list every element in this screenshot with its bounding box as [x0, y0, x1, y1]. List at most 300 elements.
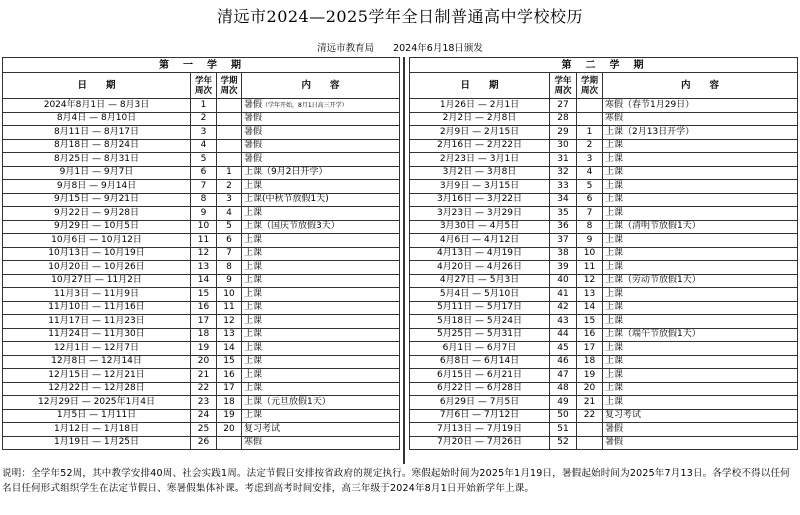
school-week-cell	[550, 301, 577, 315]
date-cell-text: 12月29日 — 2025年1月4日	[38, 396, 155, 407]
school-week-cell	[191, 382, 217, 396]
calendar-row	[410, 153, 798, 167]
content-cell	[603, 274, 798, 288]
date-cell-text: 9月8日 — 9月14日	[56, 180, 137, 191]
term-week-cell-text: 16	[583, 329, 596, 340]
date-cell	[3, 328, 191, 342]
date-cell	[410, 315, 550, 329]
term-week-cell	[577, 180, 603, 194]
term-week-cell	[217, 180, 242, 194]
content-cell-text: 暑假	[244, 126, 263, 137]
term-week-cell	[577, 301, 603, 315]
content-cell-text: 暑假	[244, 140, 263, 151]
column-divider	[403, 57, 405, 464]
content-cell	[242, 112, 400, 126]
school-week-cell-text: 8	[200, 194, 207, 205]
calendar-row	[410, 396, 798, 410]
school-week-cell	[550, 261, 577, 275]
term-week-cell	[217, 126, 242, 140]
date-cell	[410, 247, 550, 261]
date-cell	[3, 99, 191, 113]
calendar-row	[3, 382, 400, 396]
date-cell	[410, 193, 550, 207]
content-cell	[242, 126, 400, 140]
content-cell-text: 上课	[605, 369, 624, 380]
content-cell-text: 上课	[605, 315, 624, 326]
date-cell-text: 2024年8月1日 — 8月3日	[43, 99, 150, 110]
school-week-cell-text: 3	[200, 126, 207, 137]
school-week-cell	[191, 261, 217, 275]
term-week-cell-text: 22	[583, 410, 596, 421]
school-week-cell-text: 4	[200, 140, 207, 151]
content-cell	[242, 409, 400, 423]
content-cell	[603, 288, 798, 302]
calendar-row	[3, 193, 400, 207]
calendar-row	[410, 220, 798, 234]
school-week-cell	[550, 180, 577, 194]
content-cell	[242, 301, 400, 315]
school-week-cell	[191, 369, 217, 383]
calendar-row	[3, 396, 400, 410]
school-week-cell-text: 1	[200, 99, 207, 110]
date-cell	[3, 193, 191, 207]
content-cell-text: 上课（劳动节放假1天）	[605, 275, 701, 286]
calendar-row	[410, 126, 798, 140]
school-week-cell-text: 32	[557, 167, 569, 178]
term-week-cell-text: 20	[583, 383, 596, 394]
date-cell-text: 6月8日 — 6月14日	[439, 356, 520, 367]
content-cell	[242, 369, 400, 383]
content-cell	[603, 180, 798, 194]
content-cell-text: 暑假	[244, 99, 263, 110]
calendar-row	[3, 180, 400, 194]
school-week-cell	[191, 247, 217, 261]
school-week-cell	[191, 436, 217, 450]
content-cell-text: 上课（国庆节放假3天）	[244, 221, 340, 232]
school-week-cell-text: 23	[197, 396, 210, 407]
date-column-header: 日 期	[3, 73, 191, 99]
term-week-cell-text: 1	[586, 126, 593, 137]
term-week-cell-text: 3	[226, 194, 232, 205]
term-week-column-header	[217, 73, 242, 99]
term-week-cell	[577, 193, 603, 207]
school-week-cell	[191, 328, 217, 342]
term-week-cell	[217, 220, 242, 234]
date-cell-text: 6月1日 — 6月7日	[442, 342, 517, 353]
content-cell-text: 上课	[605, 248, 624, 259]
term-week-cell-text: 6	[226, 234, 232, 245]
content-cell	[242, 396, 400, 410]
term-week-cell	[577, 139, 603, 153]
school-week-cell-text: 34	[557, 194, 569, 205]
school-week-cell-text: 26	[197, 437, 210, 448]
term-week-cell	[217, 288, 242, 302]
content-cell-text: 上课	[244, 275, 263, 286]
content-cell	[603, 99, 798, 113]
date-cell	[410, 166, 550, 180]
date-cell-text: 12月8日 — 12月14日	[51, 356, 142, 367]
calendar-row	[3, 247, 400, 261]
term-week-cell-text: 5	[226, 221, 232, 232]
content-cell-text: 暑假	[244, 113, 263, 124]
content-cell	[603, 166, 798, 180]
calendar-row	[410, 261, 798, 275]
content-cell-text: 暑假	[244, 153, 263, 164]
calendar-row	[410, 207, 798, 221]
school-week-cell	[550, 207, 577, 221]
calendar-row	[410, 180, 798, 194]
term-week-cell-text: 9	[226, 275, 232, 286]
term-week-cell	[577, 112, 603, 126]
date-cell	[3, 342, 191, 356]
content-cell	[242, 274, 400, 288]
term-week-cell-text: 19	[583, 369, 596, 380]
content-cell-text: 上课	[244, 342, 263, 353]
date-cell-text: 4月6日 — 4月12日	[439, 234, 520, 245]
term-week-cell	[217, 355, 242, 369]
school-week-cell-text: 48	[557, 383, 569, 394]
date-cell	[3, 382, 191, 396]
calendar-row	[3, 328, 400, 342]
content-cell-text: 上课（清明节放假1天）	[605, 221, 701, 232]
content-cell-text: 寒假（春节1月29日）	[605, 99, 695, 110]
date-cell	[410, 436, 550, 450]
school-week-cell-text: 36	[557, 221, 569, 232]
content-cell-text: 上课	[605, 288, 624, 299]
school-week-column-header	[191, 73, 217, 99]
date-cell-text: 12月1日 — 12月7日	[53, 342, 140, 353]
date-cell-text: 10月27日 — 11月2日	[51, 275, 142, 286]
date-cell	[410, 112, 550, 126]
date-cell	[3, 315, 191, 329]
date-cell	[3, 139, 191, 153]
content-cell-text: 上课（元旦放假1天）	[244, 396, 331, 407]
term-week-cell-text: 5	[586, 180, 593, 191]
calendar-row	[410, 288, 798, 302]
date-cell	[410, 382, 550, 396]
date-cell-text: 9月1日 — 9月7日	[59, 167, 134, 178]
school-week-cell-text: 37	[557, 234, 569, 245]
content-cell	[242, 288, 400, 302]
content-cell	[242, 166, 400, 180]
school-week-cell-text: 40	[557, 275, 569, 286]
date-cell-text: 1月19日 — 1月25日	[53, 437, 140, 448]
school-week-cell-text: 11	[197, 234, 210, 245]
content-cell-text: 上课	[244, 410, 263, 421]
content-cell	[603, 369, 798, 383]
date-cell	[410, 342, 550, 356]
date-cell-text: 6月29日 — 7月5日	[439, 396, 520, 407]
date-cell-text: 11月24日 — 11月30日	[48, 329, 145, 340]
term-week-cell-text: 10	[583, 248, 596, 259]
school-week-cell-text: 46	[557, 356, 569, 367]
content-cell-text: 上课	[605, 194, 624, 205]
date-cell-text: 11月17日 — 11月23日	[48, 315, 145, 326]
school-week-cell-text: 30	[557, 140, 569, 151]
calendar-row	[410, 193, 798, 207]
calendar-row	[410, 409, 798, 423]
school-week-cell-text: 29	[557, 126, 569, 137]
date-cell	[410, 220, 550, 234]
date-cell	[410, 234, 550, 248]
content-cell	[603, 409, 798, 423]
term-week-label-line2: 周次	[580, 85, 598, 96]
term-week-cell	[577, 126, 603, 140]
term-week-cell	[577, 396, 603, 410]
date-cell	[410, 207, 550, 221]
content-cell	[603, 301, 798, 315]
content-cell	[603, 315, 798, 329]
term-week-cell	[577, 261, 603, 275]
calendar-row	[3, 274, 400, 288]
school-week-cell	[191, 193, 217, 207]
calendar-row	[410, 99, 798, 113]
date-cell-text: 6月15日 — 6月21日	[436, 369, 523, 380]
school-week-cell	[191, 99, 217, 113]
school-week-label-line2: 周次	[194, 85, 212, 96]
date-cell-text: 9月15日 — 9月21日	[53, 194, 140, 205]
calendar-row	[410, 382, 798, 396]
school-week-cell	[550, 355, 577, 369]
term-week-cell-text: 18	[583, 356, 596, 367]
content-cell	[242, 234, 400, 248]
term-week-cell	[577, 288, 603, 302]
date-cell	[410, 180, 550, 194]
term-week-cell-text: 4	[586, 167, 593, 178]
school-week-cell	[550, 369, 577, 383]
issuer-line: 清远市教育局 2024年6月18日颁发	[317, 43, 483, 54]
school-week-cell	[191, 288, 217, 302]
date-cell-text: 12月22日 — 12月28日	[48, 383, 145, 394]
school-week-label-line1: 学年	[194, 75, 212, 86]
date-cell	[410, 409, 550, 423]
term-week-cell-text: 2	[226, 180, 232, 191]
date-cell-text: 1月26日 — 2月1日	[439, 99, 520, 110]
calendar-row	[3, 342, 400, 356]
term-week-cell	[577, 369, 603, 383]
term-week-cell-text: 21	[583, 396, 596, 407]
term-week-cell	[577, 342, 603, 356]
school-week-cell	[191, 315, 217, 329]
term-week-cell-text: 2	[586, 140, 593, 151]
calendar-row	[410, 328, 798, 342]
date-cell	[3, 112, 191, 126]
term-week-cell	[217, 99, 242, 113]
content-cell-text: 暑假	[605, 423, 624, 434]
date-cell	[410, 99, 550, 113]
term-week-cell-text: 15	[223, 356, 235, 367]
content-cell-text: 上课	[605, 167, 624, 178]
content-cell	[603, 261, 798, 275]
school-week-cell	[191, 166, 217, 180]
date-cell	[410, 423, 550, 437]
content-cell	[242, 207, 400, 221]
school-week-cell-text: 5	[200, 153, 207, 164]
date-cell-text: 12月15日 — 12月21日	[48, 369, 145, 380]
term-week-cell	[217, 409, 242, 423]
second-semester-rows	[410, 99, 798, 450]
content-cell	[242, 342, 400, 356]
date-cell-text: 8月4日 — 8月10日	[56, 113, 137, 124]
content-cell	[603, 139, 798, 153]
school-week-cell-text: 9	[200, 207, 207, 218]
term-week-cell	[577, 409, 603, 423]
date-cell	[3, 220, 191, 234]
term-week-cell-text: 9	[586, 234, 593, 245]
school-week-cell-text: 18	[197, 329, 210, 340]
date-cell-text: 6月22日 — 6月28日	[436, 383, 523, 394]
school-week-cell	[191, 139, 217, 153]
term-week-cell	[577, 355, 603, 369]
term-week-cell-text: 6	[586, 194, 593, 205]
content-cell-text: 上课	[244, 369, 263, 380]
school-week-column-header	[550, 73, 577, 99]
school-week-cell	[550, 423, 577, 437]
calendar-row	[3, 234, 400, 248]
calendar-row	[3, 288, 400, 302]
calendar-row	[3, 301, 400, 315]
term-week-cell	[217, 396, 242, 410]
term-week-cell	[217, 261, 242, 275]
school-week-cell-text: 38	[557, 248, 569, 259]
date-cell-text: 2月16日 — 2月22日	[436, 140, 523, 151]
date-cell	[410, 274, 550, 288]
calendar-row	[3, 207, 400, 221]
date-cell	[3, 207, 191, 221]
school-week-cell	[191, 207, 217, 221]
term-week-cell-text: 11	[583, 261, 596, 272]
term-week-cell	[217, 153, 242, 167]
calendar-row	[410, 301, 798, 315]
term-week-cell	[577, 234, 603, 248]
school-week-cell-text: 52	[557, 437, 569, 448]
school-week-cell-text: 12	[197, 248, 210, 259]
term-week-column-header	[577, 73, 603, 99]
calendar-row	[3, 153, 400, 167]
page-title: 清远市2024—2025学年全日制普通高中学校校历	[217, 7, 583, 26]
calendar-row	[410, 139, 798, 153]
date-cell	[3, 180, 191, 194]
content-cell	[603, 423, 798, 437]
school-week-cell	[550, 153, 577, 167]
content-cell	[242, 247, 400, 261]
school-week-cell-text: 49	[557, 396, 569, 407]
school-week-cell	[550, 382, 577, 396]
calendar-row	[3, 126, 400, 140]
calendar-row	[410, 166, 798, 180]
content-cell-text: 寒假	[244, 437, 263, 448]
date-cell-text: 9月22日 — 9月28日	[53, 207, 140, 218]
date-cell	[3, 423, 191, 437]
content-cell	[603, 207, 798, 221]
content-cell	[603, 355, 798, 369]
content-cell	[603, 126, 798, 140]
date-cell-text: 3月30日 — 4月5日	[439, 221, 520, 232]
content-cell-text: 上课	[244, 180, 263, 191]
school-week-cell-text: 10	[197, 221, 210, 232]
term-week-cell-text: 19	[223, 410, 235, 421]
term-week-cell	[217, 274, 242, 288]
content-cell	[603, 396, 798, 410]
term-week-cell-text: 12	[583, 275, 596, 286]
school-week-cell	[191, 234, 217, 248]
school-week-cell-text: 44	[557, 329, 569, 340]
content-cell	[242, 355, 400, 369]
date-cell-text: 8月25日 — 8月31日	[53, 153, 140, 164]
school-week-cell-text: 13	[197, 261, 210, 272]
calendar-row	[3, 423, 400, 437]
calendar-row	[3, 166, 400, 180]
term-week-cell-text: 10	[223, 288, 235, 299]
term-week-cell	[217, 382, 242, 396]
date-cell-text: 3月23日 — 3月29日	[436, 207, 523, 218]
content-cell	[242, 180, 400, 194]
school-week-cell	[191, 355, 217, 369]
first-semester-table	[2, 57, 400, 450]
school-week-cell	[550, 139, 577, 153]
calendar-row	[410, 423, 798, 437]
date-cell-text: 11月3日 — 11月9日	[53, 288, 140, 299]
content-cell	[603, 328, 798, 342]
date-cell-text: 8月18日 — 8月24日	[53, 140, 140, 151]
term-week-cell	[217, 423, 242, 437]
content-cell-text: 上课	[605, 383, 624, 394]
date-cell-text: 9月29日 — 10月5日	[53, 221, 140, 232]
date-cell-text: 5月25日 — 5月31日	[436, 329, 523, 340]
content-cell-text: 上课	[605, 180, 624, 191]
term-week-cell	[217, 369, 242, 383]
school-week-cell	[550, 126, 577, 140]
school-week-cell-text: 24	[197, 410, 210, 421]
content-cell	[242, 423, 400, 437]
content-cell-text: 上课（2月13日开学）	[605, 126, 695, 137]
date-cell	[3, 288, 191, 302]
date-cell-text: 7月6日 — 7月12日	[439, 410, 520, 421]
term-week-cell-text: 14	[583, 302, 596, 313]
school-week-label-line2: 周次	[554, 85, 572, 96]
content-cell-text: 上课	[244, 261, 263, 272]
school-week-cell-text: 7	[200, 180, 207, 191]
school-week-cell	[191, 301, 217, 315]
content-cell	[242, 315, 400, 329]
date-cell	[410, 301, 550, 315]
date-cell-text: 5月4日 — 5月10日	[439, 288, 520, 299]
term-week-cell-text: 7	[586, 207, 593, 218]
term-week-label-line1: 学期	[220, 75, 238, 86]
content-cell-text: 上课	[605, 234, 624, 245]
date-cell	[3, 409, 191, 423]
date-cell-text: 3月2日 — 3月8日	[442, 167, 517, 178]
content-cell-text: 上课	[605, 396, 624, 407]
date-cell-text: 10月13日 — 10月19日	[48, 248, 145, 259]
term-week-cell-text: 1	[226, 167, 232, 178]
date-cell	[410, 328, 550, 342]
date-cell-text: 4月27日 — 5月3日	[439, 275, 520, 286]
school-week-cell	[191, 409, 217, 423]
school-week-cell-text: 2	[200, 113, 207, 124]
school-week-cell	[550, 342, 577, 356]
content-cell	[242, 328, 400, 342]
content-cell-text: 寒假	[605, 113, 624, 124]
school-week-cell-text: 15	[197, 288, 210, 299]
school-week-cell	[191, 220, 217, 234]
school-week-cell	[550, 396, 577, 410]
school-week-cell-text: 47	[557, 369, 569, 380]
content-cell-text: 上课（9月2日开学）	[244, 167, 328, 178]
content-cell-text: 上课	[244, 356, 263, 367]
term-week-cell	[577, 315, 603, 329]
term-week-cell	[217, 328, 242, 342]
